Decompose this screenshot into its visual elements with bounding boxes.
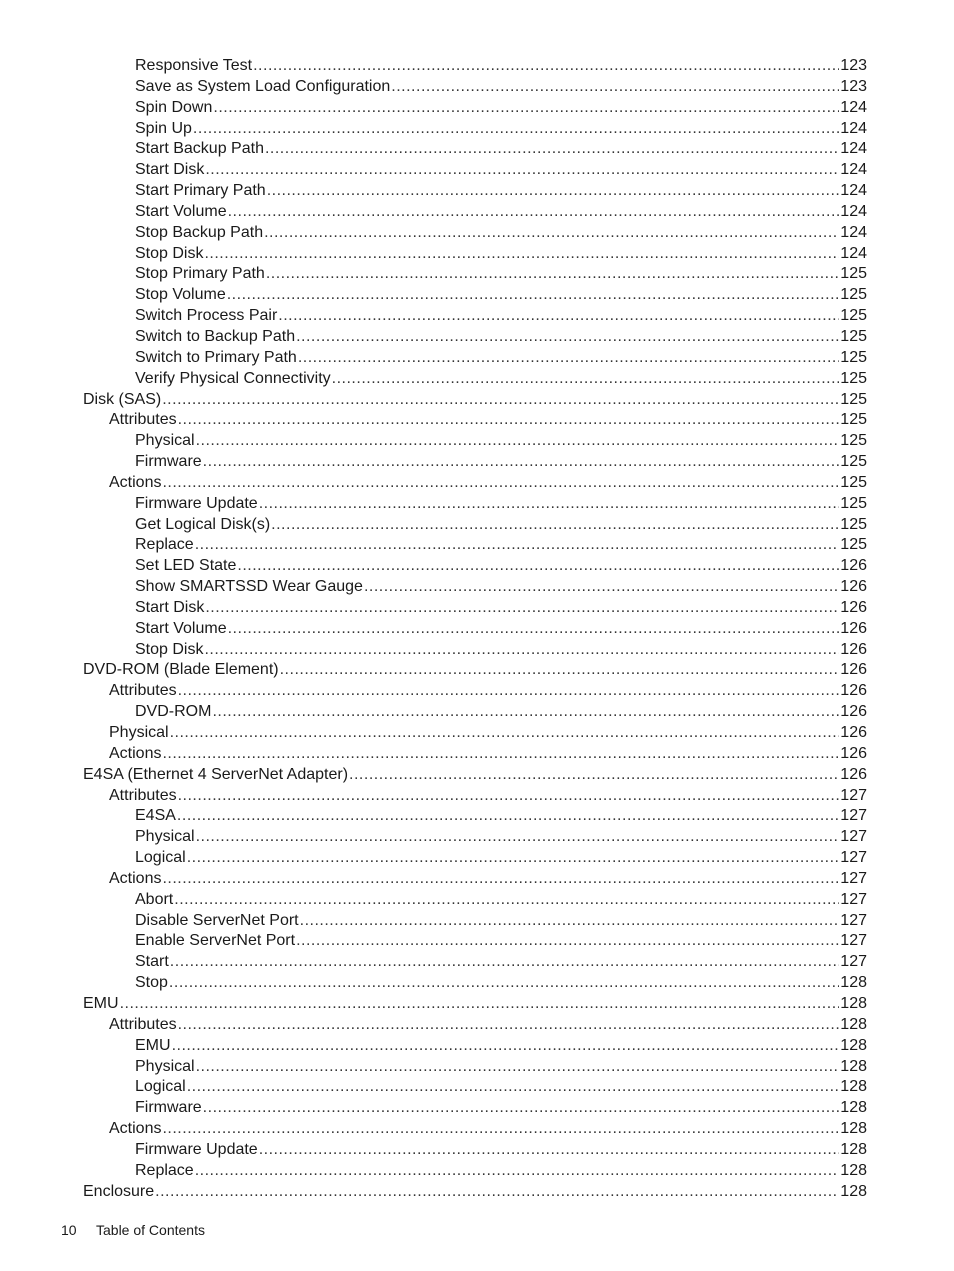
toc-entry-page: 126 <box>840 765 867 783</box>
dot-leader <box>228 619 840 640</box>
dot-leader <box>172 1036 840 1057</box>
toc-entry[interactable] <box>135 348 867 369</box>
toc-entry-page: 125 <box>840 453 867 471</box>
toc-entry-title: Firmware <box>135 1099 202 1117</box>
dot-leader <box>253 56 839 77</box>
dot-leader <box>195 535 840 556</box>
toc-entry-title: Verify Physical Connectivity <box>135 369 331 387</box>
toc-entry-title: DVD-ROM (Blade Element) <box>83 661 279 679</box>
toc-entry-page: 124 <box>840 182 867 200</box>
toc-entry[interactable] <box>135 535 867 556</box>
dot-leader <box>203 1098 840 1119</box>
toc-entry-title: Physical <box>135 1057 195 1075</box>
toc-entry-title: Spin Down <box>135 98 213 116</box>
dot-leader <box>267 181 840 202</box>
dot-leader <box>196 827 840 848</box>
dot-leader <box>178 410 840 431</box>
dot-leader <box>162 473 839 494</box>
toc-entry-title: Disk (SAS) <box>83 390 162 408</box>
toc-entry-title: Firmware <box>135 453 202 471</box>
toc-entry[interactable] <box>83 660 867 681</box>
toc-entry-title: Responsive Test <box>135 57 253 74</box>
toc-entry[interactable] <box>83 390 867 411</box>
toc-entry[interactable] <box>135 911 867 932</box>
toc-entry-page: 125 <box>840 286 867 304</box>
toc-entry-page: 128 <box>840 974 867 992</box>
dot-leader <box>174 890 839 911</box>
toc-entry[interactable] <box>135 369 867 390</box>
toc-entry-page: 124 <box>840 140 867 158</box>
toc-entry-page: 125 <box>840 515 867 533</box>
dot-leader <box>187 848 840 869</box>
toc-entry-page: 125 <box>840 432 867 450</box>
dot-leader <box>196 431 840 452</box>
toc-entry[interactable] <box>135 806 867 827</box>
toc-entry-title: Physical <box>109 724 169 741</box>
toc-entry-page: 127 <box>840 828 867 846</box>
toc-entry-page: 128 <box>840 1015 867 1033</box>
toc-entry-title: Physical <box>135 828 195 846</box>
toc-entry[interactable] <box>135 556 867 577</box>
toc-entry-page: 128 <box>840 1120 867 1138</box>
table-of-contents <box>0 56 954 1202</box>
toc-entry[interactable] <box>83 765 867 786</box>
toc-entry-page: 125 <box>840 327 867 345</box>
toc-entry[interactable] <box>135 848 867 869</box>
toc-entry-title: Stop Backup Path <box>135 223 264 241</box>
dot-leader <box>178 681 840 702</box>
toc-entry[interactable] <box>135 244 867 265</box>
toc-entry-page: 125 <box>840 369 867 387</box>
toc-entry-title: Start <box>135 953 169 971</box>
toc-entry[interactable] <box>135 139 867 160</box>
toc-entry[interactable] <box>109 410 867 431</box>
toc-entry[interactable] <box>135 452 867 473</box>
toc-entry-title: Actions <box>109 744 162 762</box>
dot-leader <box>162 390 839 411</box>
dot-leader <box>162 744 839 765</box>
toc-entry-page: 125 <box>840 348 867 366</box>
toc-entry[interactable] <box>135 827 867 848</box>
toc-entry-page: 127 <box>840 890 867 908</box>
toc-entry-page: 126 <box>840 619 867 637</box>
toc-entry[interactable] <box>135 56 867 77</box>
toc-entry-page: 127 <box>840 932 867 950</box>
dot-leader <box>204 244 839 265</box>
toc-entry-page: 124 <box>840 161 867 179</box>
dot-leader <box>205 160 839 181</box>
toc-entry[interactable] <box>135 264 867 285</box>
toc-entry-page: 125 <box>840 473 867 491</box>
toc-entry-title: Abort <box>135 890 174 908</box>
toc-entry-title: Attributes <box>109 682 177 700</box>
toc-entry-page: 125 <box>840 390 867 408</box>
toc-entry-page: 126 <box>840 578 867 596</box>
toc-entry-title: Attributes <box>109 411 177 429</box>
toc-entry-page: 125 <box>840 536 867 554</box>
dot-leader <box>205 598 839 619</box>
toc-entry-title: E4SA <box>135 807 176 825</box>
toc-entry-title: Switch Process Pair <box>135 307 278 325</box>
dot-leader <box>195 1161 840 1182</box>
toc-entry-page: 128 <box>840 1161 867 1179</box>
toc-entry[interactable] <box>109 869 867 890</box>
toc-entry-title: Firmware Update <box>135 494 258 512</box>
toc-entry[interactable] <box>135 931 867 952</box>
dot-leader <box>259 1140 840 1161</box>
toc-entry[interactable] <box>109 786 867 807</box>
toc-entry[interactable] <box>135 619 867 640</box>
dot-leader <box>212 702 839 723</box>
toc-entry[interactable] <box>109 473 867 494</box>
dot-leader <box>266 264 839 285</box>
toc-entry-title: Enclosure <box>83 1182 155 1200</box>
toc-entry-page: 123 <box>840 77 867 95</box>
toc-entry-title: Switch to Backup Path <box>135 327 296 345</box>
toc-entry-page: 126 <box>840 703 867 721</box>
toc-entry[interactable] <box>135 515 867 536</box>
toc-entry-page: 128 <box>840 1182 867 1200</box>
toc-entry-page: 124 <box>840 223 867 241</box>
dot-leader <box>296 931 839 952</box>
toc-entry-title: Enable ServerNet Port <box>135 932 296 950</box>
toc-entry[interactable] <box>135 1036 867 1057</box>
footer-section-title: Table of Contents <box>96 1222 205 1238</box>
dot-leader <box>264 223 839 244</box>
toc-entry-title: Start Volume <box>135 619 227 637</box>
toc-entry-page: 127 <box>840 911 867 929</box>
dot-leader <box>178 1015 840 1036</box>
toc-entry[interactable] <box>135 327 867 348</box>
dot-leader <box>213 98 839 119</box>
toc-entry-page: 124 <box>840 119 867 137</box>
toc-entry-title: Stop Disk <box>135 244 204 262</box>
dot-leader <box>259 494 840 515</box>
toc-entry[interactable] <box>135 890 867 911</box>
dot-leader <box>300 911 840 932</box>
toc-entry-page: 127 <box>840 849 867 867</box>
toc-entry[interactable] <box>135 577 867 598</box>
dot-leader <box>332 369 840 390</box>
dot-leader <box>162 869 839 890</box>
dot-leader <box>278 306 839 327</box>
toc-entry-title: Start Disk <box>135 161 205 179</box>
toc-entry-page: 125 <box>840 265 867 283</box>
toc-entry-page: 124 <box>840 244 867 262</box>
dot-leader <box>204 640 839 661</box>
dot-leader <box>203 452 840 473</box>
toc-entry[interactable] <box>83 1182 867 1203</box>
toc-entry-page: 125 <box>840 494 867 512</box>
toc-entry-title: EMU <box>135 1036 171 1054</box>
toc-entry-page: 123 <box>840 57 867 74</box>
toc-entry-title: Start Backup Path <box>135 140 264 158</box>
toc-entry-page: 127 <box>840 869 867 887</box>
toc-entry-title: Stop <box>135 974 168 992</box>
toc-entry-page: 126 <box>840 744 867 762</box>
toc-entry-title: Set LED State <box>135 557 237 575</box>
toc-entry-page: 127 <box>840 786 867 804</box>
toc-entry-title: Actions <box>109 1120 162 1138</box>
dot-leader <box>170 952 840 973</box>
toc-entry-title: DVD-ROM <box>135 703 212 721</box>
toc-entry-page: 126 <box>840 640 867 658</box>
toc-entry-title: Get Logical Disk(s) <box>135 515 271 533</box>
toc-entry-title: Logical <box>135 1078 186 1096</box>
toc-entry[interactable] <box>135 181 867 202</box>
dot-leader <box>228 202 840 223</box>
dot-leader <box>349 765 839 786</box>
toc-entry[interactable] <box>135 702 867 723</box>
toc-entry-title: Stop Primary Path <box>135 265 265 283</box>
dot-leader <box>271 515 839 536</box>
dot-leader <box>298 348 839 369</box>
toc-entry-page: 127 <box>840 953 867 971</box>
toc-entry[interactable] <box>109 723 867 744</box>
toc-entry-title: Replace <box>135 1161 194 1179</box>
toc-entry-title: E4SA (Ethernet 4 ServerNet Adapter) <box>83 765 349 783</box>
toc-entry-title: Start Disk <box>135 598 205 616</box>
toc-entry-page: 126 <box>840 598 867 616</box>
toc-entry[interactable] <box>109 744 867 765</box>
toc-entry-title: Physical <box>135 432 195 450</box>
toc-entry-title: Actions <box>109 869 162 887</box>
toc-entry[interactable] <box>135 598 867 619</box>
toc-entry[interactable] <box>135 223 867 244</box>
dot-leader <box>162 1119 839 1140</box>
toc-entry-title: Switch to Primary Path <box>135 348 297 366</box>
toc-entry-title: Logical <box>135 849 186 867</box>
toc-entry-page: 125 <box>840 307 867 325</box>
toc-entry-page: 125 <box>840 411 867 429</box>
toc-entry[interactable] <box>135 160 867 181</box>
toc-entry[interactable] <box>135 1077 867 1098</box>
toc-entry[interactable] <box>83 994 867 1015</box>
toc-entry-page: 128 <box>840 1057 867 1075</box>
toc-entry[interactable] <box>135 98 867 119</box>
toc-entry[interactable] <box>135 202 867 223</box>
toc-entry-page: 128 <box>840 994 867 1012</box>
toc-entry[interactable] <box>135 494 867 515</box>
toc-entry[interactable] <box>109 681 867 702</box>
toc-entry-title: Actions <box>109 473 162 491</box>
toc-entry[interactable] <box>135 1057 867 1078</box>
dot-leader <box>364 577 839 598</box>
dot-leader <box>227 285 840 306</box>
toc-entry-page: 126 <box>840 661 867 679</box>
toc-entry[interactable] <box>135 77 867 98</box>
dot-leader <box>155 1182 839 1203</box>
toc-entry[interactable] <box>135 973 867 994</box>
dot-leader <box>177 806 839 827</box>
toc-entry-title: Stop Volume <box>135 286 226 304</box>
dot-leader <box>178 786 840 807</box>
toc-entry-page: 128 <box>840 1140 867 1158</box>
toc-entry[interactable] <box>135 1098 867 1119</box>
toc-entry-page: 126 <box>840 682 867 700</box>
dot-leader <box>296 327 839 348</box>
toc-entry-page: 126 <box>840 557 867 575</box>
toc-entry-page: 124 <box>840 202 867 220</box>
toc-entry-page: 128 <box>840 1078 867 1096</box>
dot-leader <box>265 139 839 160</box>
toc-entry-title: Attributes <box>109 1015 177 1033</box>
toc-entry[interactable] <box>135 119 867 140</box>
toc-entry[interactable] <box>135 952 867 973</box>
toc-entry-title: Spin Up <box>135 119 192 137</box>
toc-entry-title: Start Volume <box>135 202 227 220</box>
toc-entry-page: 128 <box>840 1036 867 1054</box>
dot-leader <box>280 660 840 681</box>
dot-leader <box>196 1057 840 1078</box>
toc-entry-title: Start Primary Path <box>135 182 266 200</box>
toc-entry-page: 126 <box>840 724 867 741</box>
toc-entry[interactable] <box>135 306 867 327</box>
toc-entry[interactable] <box>135 1161 867 1182</box>
toc-entry-title: Show SMARTSSD Wear Gauge <box>135 578 363 596</box>
toc-entry[interactable] <box>135 640 867 661</box>
toc-entry-title: Firmware Update <box>135 1140 258 1158</box>
toc-entry-title: Save as System Load Configuration <box>135 77 391 95</box>
toc-entry-title: Attributes <box>109 786 177 804</box>
dot-leader <box>187 1077 840 1098</box>
toc-entry-title: EMU <box>83 994 119 1012</box>
dot-leader <box>391 77 839 98</box>
toc-entry[interactable] <box>135 431 867 452</box>
toc-entry[interactable] <box>135 1140 867 1161</box>
toc-entry[interactable] <box>109 1119 867 1140</box>
dot-leader <box>237 556 839 577</box>
dot-leader <box>170 723 840 744</box>
toc-entry-page: 128 <box>840 1099 867 1117</box>
toc-entry[interactable] <box>135 285 867 306</box>
footer-page-number: 10 <box>61 1222 77 1238</box>
dot-leader <box>120 994 840 1015</box>
dot-leader <box>193 119 839 140</box>
toc-entry-title: Disable ServerNet Port <box>135 911 299 929</box>
toc-entry-page: 127 <box>840 807 867 825</box>
toc-entry-title: Replace <box>135 536 194 554</box>
toc-entry-page: 124 <box>840 98 867 116</box>
dot-leader <box>169 973 839 994</box>
toc-entry[interactable] <box>109 1015 867 1036</box>
toc-entry-title: Stop Disk <box>135 640 204 658</box>
page-footer <box>61 1222 205 1238</box>
